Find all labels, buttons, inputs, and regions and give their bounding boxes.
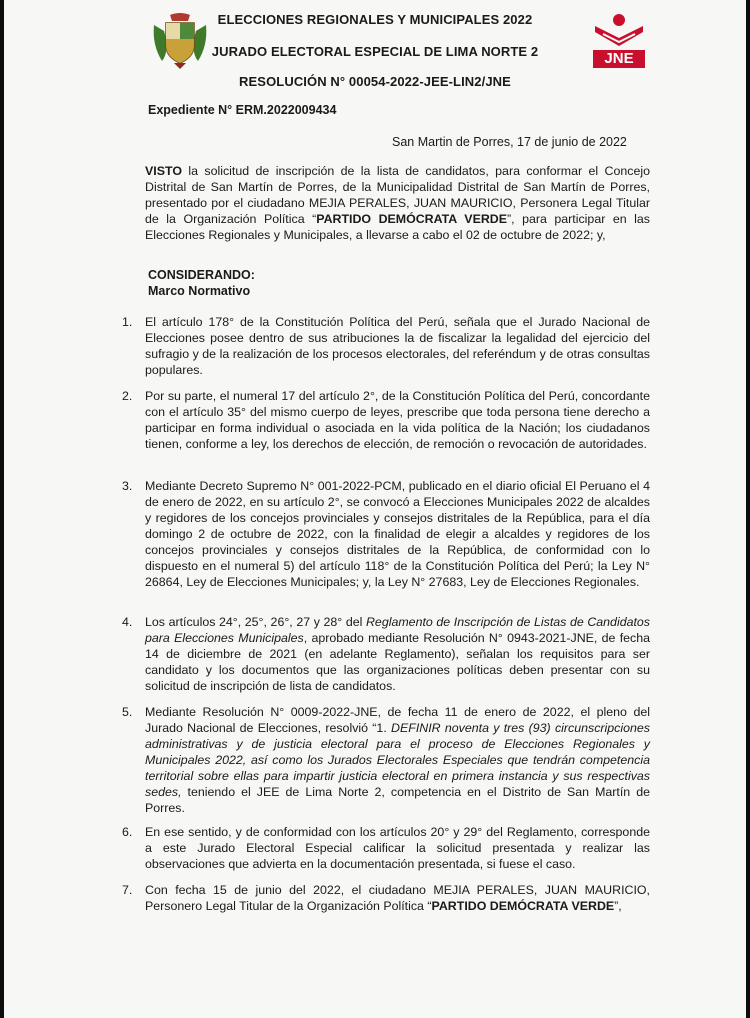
resolution-number: RESOLUCIÓN N° 00054-2022-JEE-LIN2/JNE xyxy=(239,74,511,89)
party-name: PARTIDO DEMÓCRATA VERDE xyxy=(316,212,507,226)
visto-paragraph xyxy=(145,163,650,243)
item-number: 7. xyxy=(122,883,133,897)
item-number: 2. xyxy=(122,389,133,403)
item-number: 6. xyxy=(122,825,133,839)
list-item: El artículo 178° de la Constitución Política del Perú, señala que el Jurado Nacional de Elecciones posee dentro de sus atribuciones la de fiscalizar la legalidad del ejercicio del sufragio y de la realización de los procesos electorales, del referéndum y de otras consultas populares. xyxy=(145,315,650,377)
list-item: Por su parte, el numeral 17 del artículo 2°, de la Constitución Política del Perú, concordante con el artículo 35° del mismo cuerpo de leyes, prescribe que toda persona tiene derecho a participar en forma individual o asociada en la vida política de la Nación; los ciudadanos tienen, conforme a ley, los derechos de elección, de remoción o revocación de autoridades. xyxy=(145,389,650,451)
header-jury-title: JURADO ELECTORAL ESPECIAL DE LIMA NORTE 2 xyxy=(211,44,539,59)
party-name: PARTIDO DEMÓCRATA VERDE xyxy=(431,899,615,913)
item-text: Con fecha 15 de junio del 2022, el ciudadano MEJIA PERALES, JUAN MAURICIO, Personero Legal Titular de la Organización Política “ xyxy=(145,883,650,913)
item-number: 3. xyxy=(122,479,133,493)
expediente-number: Expediente N° ERM.2022009434 xyxy=(148,103,337,117)
header-election-title: ELECCIONES REGIONALES Y MUNICIPALES 2022 xyxy=(217,12,533,27)
item-number: 4. xyxy=(122,615,133,629)
item-number: 5. xyxy=(122,705,133,719)
item-text: Mediante Resolución N° 0009-2022-JNE, de fecha 11 de enero de 2022, el pleno del Jurado Nacional de Elecciones, resolvió “1. xyxy=(145,705,650,735)
list-item xyxy=(145,704,650,816)
list-item: En ese sentido, y de conformidad con los artículos 20° y 29° del Reglamento, corresponde a este Jurado Electoral Especial calificar la solicitud presentada y realizar las observaciones que advierta en la documentación presentada, si fuese el caso. xyxy=(145,825,650,871)
list-item xyxy=(145,882,650,914)
document-date: San Martin de Porres, 17 de junio de 2022 xyxy=(392,135,627,149)
item-text: , aprobado mediante Resolución N° 0943-2021-JNE, de fecha 14 de diciembre de 2021 (en adelante Reglamento), señalan los requisitos para ser candidato y los documentos que las organizaciones políticas deben presentar con su solicitud de inscripción de lista de candidatos. xyxy=(145,631,651,693)
list-item xyxy=(145,614,650,694)
considerando-heading: CONSIDERANDO: xyxy=(148,268,255,282)
item-text: teniendo el JEE de Lima Norte 2, competencia en el Distrito de San Martín de Porres. xyxy=(145,785,650,815)
regulation-title: Reglamento de Inscripción de Listas de Candidatos para Elecciones Municipales xyxy=(145,615,651,645)
visto-text: la solicitud de inscripción de la lista de candidatos, para conformar el Concejo Distrital de San Martín de Porres, de la Municipalidad Distrital de San Martín de Porres, presentado por el ciudadano MEJIA PERALES, JUAN MAURICIO, Personera Legal Titular de la Organización Política “ xyxy=(145,164,650,226)
visto-lead: VISTO xyxy=(145,164,182,178)
jne-logo-text: JNE xyxy=(593,50,645,68)
marco-normativo-heading: Marco Normativo xyxy=(148,284,251,298)
visto-text-end: ”, para participar en las Elecciones Regionales y Municipales, a llevarse a cabo el 02 de octubre de 2022; y, xyxy=(145,212,650,242)
item-number: 1. xyxy=(122,315,133,329)
document-page xyxy=(4,0,746,1018)
item-text: ”, xyxy=(614,899,622,913)
item-text: Los artículos 24°, 25°, 26°, 27 y 28° del xyxy=(145,615,366,629)
quoted-resolution: DEFINIR noventa y tres (93) circunscripciones administrativas y de justicia electoral para el proceso de Elecciones Regionales y Municipales 2022, así como los Jurados Electorales Especiales que tendrán competencia territorial sobre ellas para impartir justicia electoral en primera instancia y sus respectivas sedes, xyxy=(145,721,650,799)
list-item: Mediante Decreto Supremo N° 001-2022-PCM, publicado en el diario oficial El Peruano el 4 de enero de 2022, en su artículo 2°, se convocó a Elecciones Municipales 2022 de alcaldes y regidores de los concejos provinciales y consejos distritales de la República, para el día domingo 2 de octubre de 2022, con la finalidad de elegir a alcaldes y regidores de los concejos provinciales y consejos distritales de la República, de conformidad con lo dispuesto en el numeral 5) del artículo 118° de la Constitución Política del Perú; la Ley N° 26864, Ley de Elecciones Municipales; y, la Ley N° 27683, Ley de Elecciones Regionales. xyxy=(145,479,650,589)
jne-logo xyxy=(589,12,649,74)
jne-emblem-icon xyxy=(589,12,649,52)
